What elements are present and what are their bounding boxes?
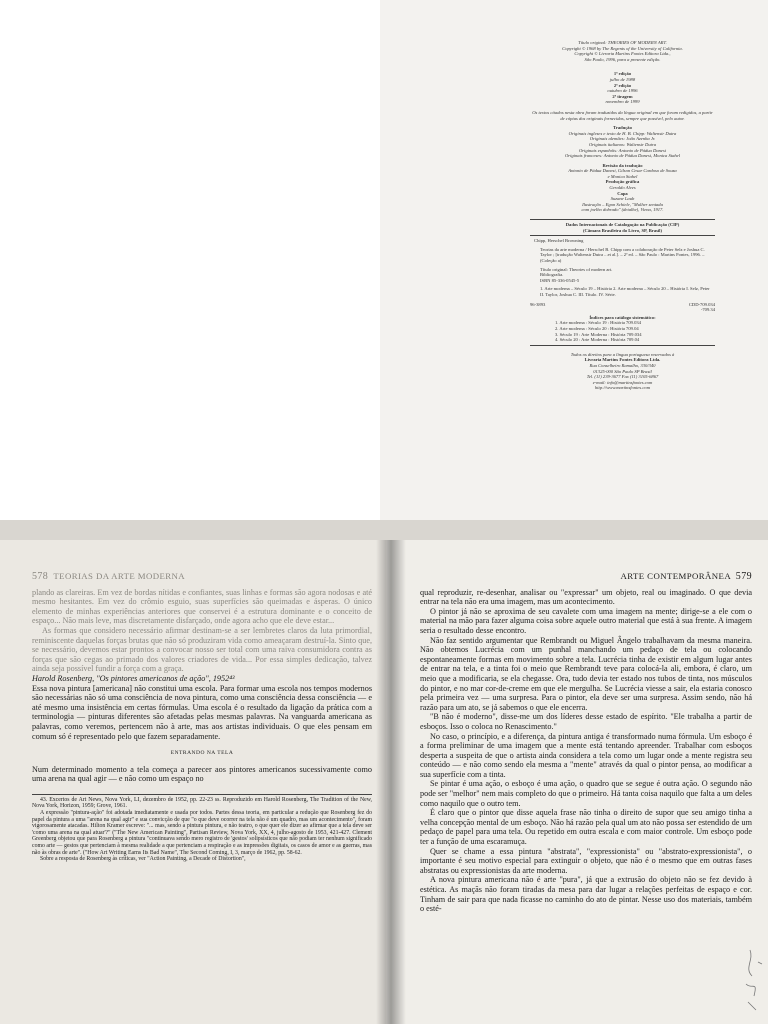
body-paragraph: Num determinado momento a tela começa a parecer aos pintores americanos sucessivamente como uma arena na qual agir — e não como um espaço no xyxy=(32,764,372,784)
translator-line: Originais franceses: Antonio de Pádua Danesi, Monica Stahel xyxy=(564,153,680,159)
rights-line: Todos os direitos para a língua portuguesa reservados à xyxy=(570,351,675,357)
body-paragraph: O pintor já não se aproxima de seu cavalete com uma imagem na mente; dirige-se a ele com o material na mão para fazer alguma coisa sobre aquele outro material que está à sua frente. A imagem seria o resultado desse encontro. xyxy=(420,606,752,635)
revision-heading: Revisão da tradução xyxy=(602,162,643,168)
edition-date: outubro de 1996 xyxy=(607,88,638,94)
rights-line: Rua Conselheiro Ramalho, 330/340 xyxy=(589,362,656,368)
cover-heading: Capa xyxy=(617,190,628,196)
colophon xyxy=(530,40,715,391)
edition-label: 2ª tiragem xyxy=(612,93,633,99)
footnotes xyxy=(32,794,372,863)
translator-line: Originais espanhóis: Antonio de Pádua Danesi xyxy=(578,147,667,153)
article-title: Harold Rosenberg, "Os pintores americanos de ação", 1952⁴³ xyxy=(32,673,235,683)
body-paragraph: qual reproduzir, re-desenhar, analisar ou "expressar" um objeto, real ou imaginado. O que devia entrar na tela não era uma imagem, mas um acontecimento. xyxy=(420,587,752,607)
cip-line: Teorias da arte moderna / Herschel B. Chipp com a colaboração de Peter Selz e Joshua C. Taylor ; [tradução Waltensir Dutra ...et al.]. – 2ª ed. – São Paulo : Martins Fontes, 1996. – (Coleção a) xyxy=(540,246,705,263)
running-head: ARTE CONTEMPORÂNEA xyxy=(620,571,731,581)
edition-label: 1ª edição xyxy=(613,71,632,77)
cip-line: Bibliografia. xyxy=(540,272,564,278)
cip-line: 1. Arte moderna – Século 19 – História 2. Arte moderna – Século 20 – História I. Selz, Peter II. Taylor, Joshua C. III. Título. IV. Série. xyxy=(540,286,710,297)
pencil-scribble-icon xyxy=(740,940,768,1024)
revision-line: Antonio de Pádua Danesi, Gilson Cesar Cardoso de Souza xyxy=(568,168,677,174)
cover-line: Ilustração – Egon Schiele, "Mulher sentada xyxy=(582,201,663,207)
index-line: 1. Arte moderna : Século 19 : História 709.034 xyxy=(555,320,641,326)
body-paragraph: A nova pintura americana não é arte "pura", já que a extrusão do objeto não se fez devido à estética. As maçãs não foram tiradas da mesa para dar lugar a relações perfeitas de espaço e cor. Tinham de sair para que nada ficasse no caminho do ato de pintar. Nesse uso dos materiais, também o esté- xyxy=(420,875,752,914)
section-subheading: ENTRANDO NA TELA xyxy=(170,750,234,757)
copyright-line: Copyright © Livraria Martins Fontes Editora Ltda., xyxy=(574,51,671,57)
right-page-text xyxy=(420,572,752,914)
footnote: Sobre a resposta de Rosenberg às críticas, ver "Action Painting, a Decade of Distortion", xyxy=(40,856,246,863)
faded-paragraph: plando as clareiras. Em vez de bordas nítidas e confiantes, suas linhas e formas são agora nodosas e até mesmo hesitantes. Em vez do crômio esguio, suas superfícies são queimadas e ásperas. O único elemento de minhas experiências anteriores que conservei é a estrutura dominante e o conceito de espaço... Não mais leve, mas discretamente disfarçado, onde agora acho que ele deve estar... xyxy=(32,587,372,626)
cdd-number-2: -709.34 xyxy=(700,307,715,313)
graphics-heading: Produção gráfica xyxy=(605,179,640,185)
colophon-page xyxy=(380,0,768,520)
cover-line: com joelho dobrado" (detalhe), Viena, 1917. xyxy=(581,207,664,213)
cip-line: Chipp, Herschel Browning xyxy=(534,238,584,244)
body-paragraph: "B não é moderno", disse-me um dos líderes desse estado de espírito. "Ele trabalha a partir de esboços. Isso o coloca no Renascimento." xyxy=(420,712,752,731)
body-paragraph: Quer se chame a essa pintura "abstrata", "expressionista" ou "abstrato-expressionista", o importante é seu motivo especial para extinguir o objeto, que não é o mesmo que em outras fases abstratas ou expressionistas da arte moderna. xyxy=(420,846,752,875)
graphics-name: Geraldo Alves xyxy=(609,185,636,191)
faded-paragraph: As formas que considero necessário afirmar destinam-se a ser lembretes claros da luta primordial, reminiscente daquelas forças brutas que não só produziram vida como ameaçaram destruí-la. Sinto que, se necessário, devemos estar prontos a convocar nosso ser total com uma raiva consumidora contra as forças que são cegas ao primado dos valores criadores de vida... Por essa simples dedicação, talvez ainda seja possível fundir a força com a graça. xyxy=(32,625,372,674)
rights-line: 01325-000 São Paulo SP Brasil xyxy=(593,368,652,374)
rights-line: Tel. (11) 239-3677 Fax (11) 3105-6867 xyxy=(586,374,659,380)
body-paragraph: É claro que o pintor que disse aquela frase não tinha o direito de supor que seu amigo tinha a velha concepção mental de um esboço. Não há razão pela qual um ato não possa ser estendido de um pedaço de papel para uma tela. Ou repetido em outra escala e com maior controle. Um esboço pode ter a função de uma escaramuça. xyxy=(420,808,752,847)
cip-number: 96-3893 xyxy=(530,301,546,307)
revision-line: e Monica Stahel xyxy=(607,173,638,179)
translation-note: Os textos citados nesta obra foram traduzidos da língua original em que foram redigidos, a partir de cópias dos originais fornecidas, sempre que possível, pelo autor. xyxy=(532,109,713,121)
rights-line: http://www.martinsfontes.com xyxy=(594,385,651,391)
left-page-text xyxy=(32,572,372,863)
copyright-line: Título original: THEORIES OF MODERN ART. xyxy=(578,40,667,45)
body-paragraph: Não faz sentido argumentar que Rembrandt ou Miguel Ângelo trabalhavam da mesma maneira. Não obtemos Lucrécia com um punhal manchando um pedaço de tela ou colocando espontaneamente formas em movimento sobre a tela. Lucrécia tinha de existir em algum lugar antes de entrar na tela, e a tinta foi o meio que Rembrandt teve para colocá-la ali, embora, é claro, um meio que a modificaria, se ela chegasse. Ora, tudo devia ter estado nos tubos de tinta, nos músculos do pintor, e no mar cor-de-creme em que ele mergulha. Se Lucrécia viesse a sair, ela estaria conosco pela primeira vez — uma surpresa. Para o pintor, ela deve ser uma surpresa. Assim sendo, não há razão para um ato, se já sabemos o que ele encerra. xyxy=(420,635,752,712)
edition-date: julho de 1988 xyxy=(609,76,636,82)
cip-line: Título original: Theories of modern art. xyxy=(540,266,613,272)
cip-title: Dados Internacionais de Catalogação na Publicação (CIP) xyxy=(565,222,680,228)
cip-line: ISBN 85-336-0545-5 xyxy=(540,277,580,283)
publisher-name: Livraria Martins Fontes Editora Ltda. xyxy=(584,357,661,363)
index-line: 4. Século 20 : Arte Moderna : História 709.04 xyxy=(555,337,640,343)
body-paragraph: No caso, o princípio, e a diferença, da pintura antiga é transformado numa fórmula. Um esboço é a forma preliminar de uma imagem que a mente está tentando apreender. Trabalhar com esboços desperta a suspeita de que o artista ainda considera a tela como um lugar onde a mente registra seu conteúdo — e não como sendo ela mesma a "mente" através da qual o pintor pensa, ao modificar a sua superfície com a tinta. xyxy=(420,731,752,779)
cip-subtitle: (Câmara Brasileira do Livro, SP, Brasil) xyxy=(583,227,662,233)
cover-line: Suzane Laub xyxy=(610,196,635,202)
body-paragraph: Essa nova pintura [americana] não constitui uma escola. Para formar uma escola nos tempos modernos são necessárias não só uma consciência de nova pintura, como uma consciência dessa consciência — e até mesmo uma insistência em certas fórmulas. Uma escola é o resultado da ligação da prática com a terminologia — pinturas diferentes são afetadas pelas mesmas palavras. Na vanguarda americana as palavras, como veremos, pertencem não à arte, mas aos artistas individuais. O que eles pensam em comum só é representado pelo que fazem separadamente. xyxy=(32,683,372,741)
translation-heading: Tradução xyxy=(613,125,632,131)
rights-line: e-mail: info@martinsfontes.com xyxy=(592,379,653,385)
copyright-line: São Paulo, 1996, para a presente edição. xyxy=(584,56,661,62)
translator-line: Originais italianos: Waltensir Dutra xyxy=(588,141,657,147)
book-gutter xyxy=(376,540,406,1024)
body-paragraph: Se pintar é uma ação, o esboço é uma ação, o quadro que se segue é outra ação. O segundo não pode ser "melhor" nem mais completo do que o primeiro. Há tanta coisa naquilo que falta a um deles como naquilo que o outro tem. xyxy=(420,779,752,808)
right-running-head xyxy=(420,572,752,582)
running-head: TEORIAS DA ARTE MODERNA xyxy=(53,571,185,581)
index-line: 3. Século 19 : Arte Moderna : História 709.034 xyxy=(555,331,642,337)
copyright-line: Copyright © 1968 by The Regents of the University of California. xyxy=(562,45,683,51)
index-line: 2. Arte moderna : Século 20 : História 709.04 xyxy=(555,325,639,331)
page-number: 578 xyxy=(32,571,49,582)
cdd-number: CDD-709.034 xyxy=(688,301,715,307)
blank-area xyxy=(0,0,380,520)
left-running-head xyxy=(32,572,372,582)
translator-line: Originais alemães: João Azenha Jr. xyxy=(589,136,656,142)
index-heading: Índices para catálogo sistemático: xyxy=(589,314,656,320)
cip-block xyxy=(530,219,715,236)
footnote: A expressão "pintura-ação" foi adotada imediatamente e usada por todos. Partes dessa teoria, em particular a redução que Rosenberg fez do papel da pintura a uma "arena na qual agir" e sua convicção de que "o que deve ocorrer na tela não é um quadro, mas um acontecimento", foram vigorosamente atacadas. Hilton Kramer escreve: "... mas, sendo a pintura pintura, e não teatro, o que quer ele dizer ao afirmar que a tela deve ser 'como uma arena na qual atuar'?" ("The New American Painting", Partisan Review, Nova York, XX, 4, julho-agosto de 1953, 421-427. Clement Greenberg objetou que para Rosenberg a pintura "continuava sendo mero registro de 'gestos' solipsísticos que não podiam ter nenhum significado como arte — gestos que pertenciam à mesma realidade a que pertenciam a respiração e as impressões digitais, os casos de amor e as guerras, mas não às obras de arte". ("How Art Writing Earns Its Bad Name", The Second Coming, I, 3, março de 1962, pp. 58-62. xyxy=(32,810,372,856)
edition-label: 2ª edição xyxy=(613,82,632,88)
translator-line: Originais ingleses e texto de H. B. Chipp: Waltensir Dutra xyxy=(568,130,677,136)
footnote: 43. Excertos de Art News, Nova York, LI, dezembro de 1952, pp. 22-23 ss. Reproduzido em Harold Rosenberg, The Tradition of the New, Nova York, Horizon, 1959; Grove, 1961. xyxy=(32,796,372,810)
edition-date: novembro de 1999 xyxy=(605,99,640,105)
page-number: 579 xyxy=(735,571,752,582)
